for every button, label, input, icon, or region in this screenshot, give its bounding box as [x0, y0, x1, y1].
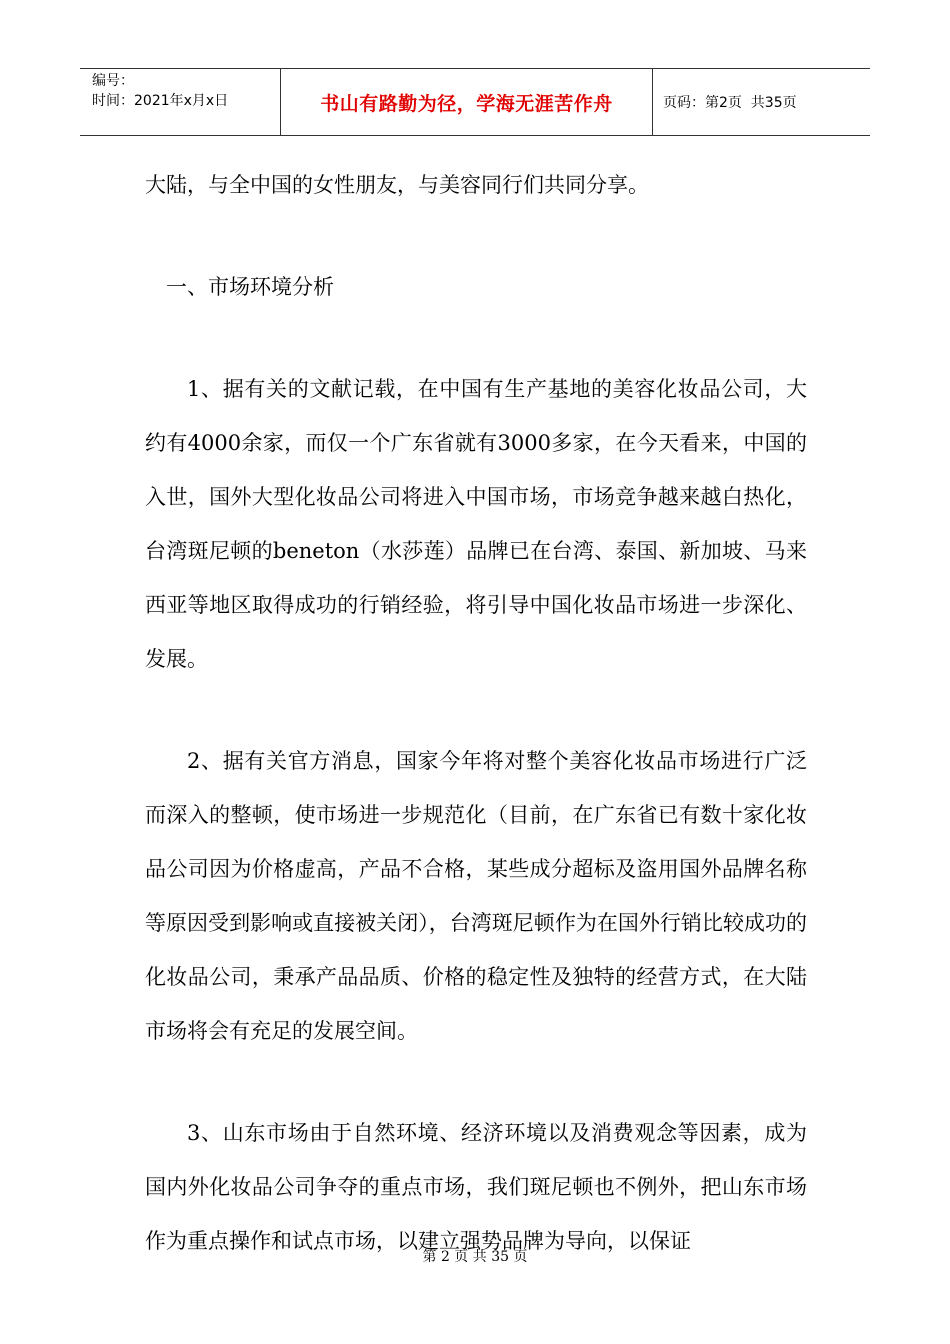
document-body — [145, 158, 807, 1268]
header-motto: 书山有路勤为径，学海无涯苦作舟 — [281, 69, 653, 135]
paragraph-item-3: 3、山东市场由于自然环境、经济环境以及消费观念等因素，成为国内外化妆品公司争夺的重点市场，我们斑尼顿也不例外，把山东市场作为重点操作和试点市场，以建立强势品牌为导向，以保证 — [145, 1121, 807, 1253]
section-heading: 一、市场环境分析 — [166, 275, 334, 299]
header-page-info: 页码：第2页 共35页 — [663, 95, 797, 111]
page-header — [80, 68, 870, 136]
paragraph-item-1: 1、据有关的文献记载，在中国有生产基地的美容化妆品公司，大约有4000余家，而仅一个广东省就有3000多家，在今天看来，中国的入世，国外大型化妆品公司将进入中国市场，市场竞争越来越白热化，台湾斑尼顿的beneton（水莎莲）品牌已在台湾、泰国、新加坡、马来西亚等地区取得成功的行销经验，将引导中国化妆品市场进一步深化、发展。 — [145, 377, 807, 671]
page-footer: 第 2 页 共 35 页 — [422, 1249, 528, 1265]
header-meta — [80, 69, 281, 135]
paragraph-item-2: 2、据有关官方消息，国家今年将对整个美容化妆品市场进行广泛而深入的整顿，使市场进一步规范化（目前，在广东省已有数十家化妆品公司因为价格虚高，产品不合格，某些成分超标及盗用国外品牌名称等原因受到影响或直接被关闭），台湾斑尼顿作为在国外行销比较成功的化妆品公司，秉承产品品质、价格的稳定性及独特的经营方式，在大陆市场将会有充足的发展空间。 — [145, 749, 807, 1043]
paragraph-continuation: 大陆，与全中国的女性朋友，与美容同行们共同分享。 — [145, 173, 649, 197]
document-date-label: 时间：2021年x月x日 — [92, 93, 229, 109]
document-number-label: 编号： — [92, 73, 134, 89]
